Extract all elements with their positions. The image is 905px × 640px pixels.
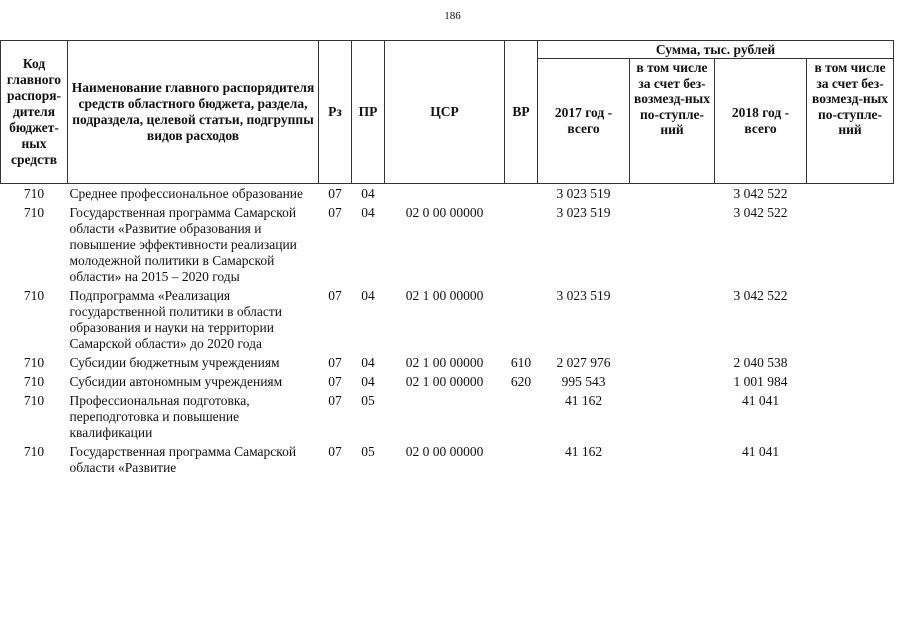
cell-pr: 04 xyxy=(361,186,375,201)
cell-name: Подпрограмма «Реализация государственной политики в области образования и науки на территории Самарской области» до 2020 года xyxy=(69,288,283,351)
cell-2017-total: 3 023 519 xyxy=(556,205,611,220)
cell-2018-grants xyxy=(807,374,894,393)
cell-2018-grants xyxy=(807,184,894,206)
cell-2017-total: 995 543 xyxy=(561,374,606,389)
cell-2018-grants xyxy=(807,444,894,479)
header-pr: ПР xyxy=(352,41,385,184)
cell-2018-total: 1 001 984 xyxy=(733,374,788,389)
cell-pr: 04 xyxy=(361,355,375,370)
cell-csr xyxy=(385,184,505,206)
cell-vr xyxy=(505,205,538,288)
cell-2018-total: 2 040 538 xyxy=(733,355,788,370)
cell-2017-total: 2 027 976 xyxy=(556,355,611,370)
cell-name: Государственная программа Самарской области «Развитие образования и повышение эффективности реализации молодежной политики в Самарской области» на 2015 – 2020 годы xyxy=(69,205,297,284)
header-2017-grants: в том числе за счет без-возмезд-ных по-ступле-ний xyxy=(630,59,715,184)
cell-2017-grants xyxy=(630,184,715,206)
table-row xyxy=(1,288,894,355)
header-vr: ВР xyxy=(505,41,538,184)
cell-rz: 07 xyxy=(328,205,342,220)
cell-name: Среднее профессиональное образование xyxy=(69,186,304,201)
cell-pr: 04 xyxy=(361,374,375,389)
header-rz: Рз xyxy=(319,41,352,184)
cell-2017-total: 3 023 519 xyxy=(556,186,611,201)
table-row xyxy=(1,374,894,393)
cell-2018-total: 3 042 522 xyxy=(733,288,788,303)
cell-vr xyxy=(505,288,538,355)
cell-2017-total: 41 162 xyxy=(564,444,603,459)
cell-2017-grants xyxy=(630,374,715,393)
cell-rz: 07 xyxy=(328,355,342,370)
cell-2018-grants xyxy=(807,288,894,355)
cell-code: 710 xyxy=(23,355,45,370)
page-number: 186 xyxy=(444,10,461,22)
cell-2017-total: 41 162 xyxy=(564,393,603,408)
cell-code: 710 xyxy=(23,393,45,408)
table-row xyxy=(1,184,894,206)
cell-pr: 04 xyxy=(361,205,375,220)
cell-code: 710 xyxy=(23,374,45,389)
header-code: Код главного распоря-дителя бюджет-ных средств xyxy=(1,41,68,184)
cell-code: 710 xyxy=(23,205,45,220)
cell-2018-total: 3 042 522 xyxy=(733,205,788,220)
cell-rz: 07 xyxy=(328,186,342,201)
cell-name: Субсидии бюджетным учреждениям xyxy=(69,355,280,370)
cell-2017-grants xyxy=(630,393,715,444)
header-2018-grants: в том числе за счет без-возмезд-ных по-ступле-ний xyxy=(807,59,894,184)
cell-rz: 07 xyxy=(328,393,342,408)
cell-rz: 07 xyxy=(328,374,342,389)
header-2018-total: 2018 год - всего xyxy=(715,59,807,184)
cell-2018-total: 41 041 xyxy=(741,393,780,408)
header-amount: Сумма, тыс. рублей xyxy=(538,41,894,59)
cell-csr: 02 1 00 00000 xyxy=(405,288,484,303)
cell-vr: 620 xyxy=(510,374,532,389)
header-name: Наименование главного распорядителя средств областного бюджета, раздела, подраздела, целевой статьи, подгруппы видов расходов xyxy=(68,41,319,184)
cell-vr xyxy=(505,393,538,444)
cell-2017-grants xyxy=(630,355,715,374)
cell-vr xyxy=(505,444,538,479)
cell-2018-total: 41 041 xyxy=(741,444,780,459)
table-row xyxy=(1,393,894,444)
table-row xyxy=(1,355,894,374)
cell-vr: 610 xyxy=(510,355,532,370)
cell-pr: 04 xyxy=(361,288,375,303)
cell-csr xyxy=(385,393,505,444)
table-row xyxy=(1,444,894,479)
cell-code: 710 xyxy=(23,444,45,459)
cell-2018-total: 3 042 522 xyxy=(733,186,788,201)
cell-csr: 02 1 00 00000 xyxy=(405,374,484,389)
cell-2018-grants xyxy=(807,393,894,444)
cell-2018-grants xyxy=(807,355,894,374)
budget-table xyxy=(0,40,894,479)
cell-pr: 05 xyxy=(361,393,375,408)
cell-pr: 05 xyxy=(361,444,375,459)
cell-2017-total: 3 023 519 xyxy=(556,288,611,303)
cell-code: 710 xyxy=(23,288,45,303)
cell-name: Профессиональная подготовка, переподготовка и повышение квалификации xyxy=(69,393,250,440)
cell-vr xyxy=(505,184,538,206)
table-row xyxy=(1,205,894,288)
header-csr: ЦСР xyxy=(385,41,505,184)
header-2017-total: 2017 год - всего xyxy=(538,59,630,184)
cell-2018-grants xyxy=(807,205,894,288)
cell-2017-grants xyxy=(630,205,715,288)
cell-rz: 07 xyxy=(328,288,342,303)
cell-csr: 02 0 00 00000 xyxy=(405,444,484,459)
cell-2017-grants xyxy=(630,288,715,355)
cell-rz: 07 xyxy=(328,444,342,459)
cell-csr: 02 0 00 00000 xyxy=(405,205,484,220)
cell-2017-grants xyxy=(630,444,715,479)
cell-code: 710 xyxy=(23,186,45,201)
cell-csr: 02 1 00 00000 xyxy=(405,355,484,370)
cell-name: Государственная программа Самарской области «Развитие xyxy=(69,444,297,475)
cell-name: Субсидии автономным учреждениям xyxy=(69,374,283,389)
